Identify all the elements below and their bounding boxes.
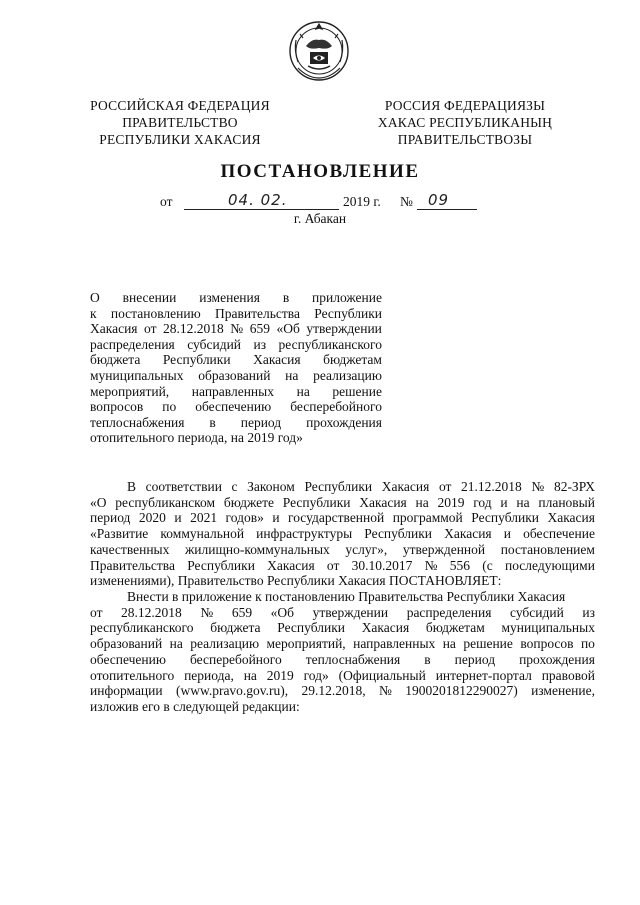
word: отопительного: [90, 667, 175, 683]
word: Правительства: [214, 305, 300, 321]
word: обеспечению: [195, 399, 272, 415]
word: №: [424, 557, 438, 573]
word: Хакасия: [267, 557, 315, 573]
word: период: [454, 651, 496, 667]
word: государственной: [288, 510, 385, 526]
word: №: [378, 683, 392, 699]
word: «Об: [270, 604, 294, 620]
word: 2020: [138, 510, 166, 526]
word: решение: [332, 383, 382, 399]
text-line: [90, 699, 595, 715]
number-handwritten: 09: [428, 191, 450, 209]
word: внесении: [122, 290, 177, 305]
word: Республики: [364, 526, 433, 542]
word: республиканского: [90, 620, 194, 636]
text-line: [90, 589, 595, 605]
header-left-line: ПРАВИТЕЛЬСТВО: [122, 115, 238, 130]
word: последующими: [504, 557, 595, 573]
paragraph-preamble: [90, 479, 595, 589]
word: от: [144, 321, 157, 337]
text-line: [90, 368, 382, 384]
word: мероприятий,: [90, 383, 170, 399]
word: республиканского: [278, 336, 382, 352]
text-line: [90, 415, 382, 431]
word: (с: [482, 557, 493, 573]
word: изменение,: [531, 683, 595, 699]
word: реализацию: [190, 636, 260, 652]
word: субсидий: [187, 336, 242, 352]
word: на: [296, 383, 310, 399]
text-line: [90, 352, 382, 368]
word: на: [442, 636, 456, 652]
text-line: [90, 479, 595, 495]
word: (Официальный: [338, 667, 426, 683]
text-line: [90, 321, 382, 337]
word: приложение: [312, 290, 382, 305]
word: 28.12.2018: [163, 321, 224, 337]
word: распределения: [406, 604, 492, 620]
word: образований: [90, 636, 163, 652]
number-underline: [417, 209, 477, 210]
word: Правительства: [90, 557, 175, 573]
word: «Развитие: [90, 526, 149, 542]
word: 1900201812290027): [405, 683, 518, 699]
word: на: [285, 367, 299, 383]
word: 29.12.2018,: [301, 683, 366, 699]
word: инфраструктуры: [256, 526, 353, 542]
word: мероприятий,: [266, 636, 346, 652]
word: и: [500, 494, 508, 510]
word: вопросов: [520, 636, 574, 652]
word: Хакасия: [361, 620, 410, 636]
word: О: [90, 290, 100, 305]
subject-block: [90, 290, 382, 446]
header-left-line: РОССИЙСКАЯ ФЕДЕРАЦИЯ: [90, 98, 270, 113]
header-right-line: ХАКАС РЕСПУБЛИКАНЫҢ: [377, 115, 553, 130]
word: 21.12.2018: [461, 479, 522, 494]
word: республиканском: [115, 494, 216, 510]
word: 556: [449, 557, 470, 573]
text-line: [90, 542, 595, 558]
word: бюджете: [223, 494, 275, 510]
word: от: [326, 557, 340, 573]
word: утверждении: [312, 604, 389, 620]
word: бесперебойного: [189, 651, 282, 667]
word: прохождения: [519, 651, 595, 667]
word: из: [582, 604, 595, 620]
word: бюджетам: [323, 352, 382, 368]
text-line: [90, 683, 595, 699]
word: к: [90, 305, 97, 321]
word: услуг»,: [345, 541, 388, 557]
word: Республики: [304, 479, 373, 494]
word: по: [162, 399, 177, 415]
word: Хакасия: [547, 510, 595, 526]
text-line: [90, 668, 595, 684]
text-line: [90, 399, 382, 415]
header-right-line: РОССИЯ ФЕДЕРАЦИЯЗЫ: [384, 98, 546, 113]
word: Республики: [277, 620, 345, 636]
word: на: [516, 494, 530, 510]
word: от: [438, 479, 452, 494]
word: в: [424, 651, 431, 667]
word: постановлению: [110, 305, 201, 321]
word: соответствии: [145, 479, 222, 494]
text-line: [90, 620, 595, 636]
word: теплоснабжения: [90, 414, 185, 430]
word: 30.10.2017: [351, 557, 413, 573]
word: бюджета: [210, 620, 261, 636]
word: Республики: [471, 510, 539, 526]
word: правовой: [541, 667, 595, 683]
word: на: [243, 667, 257, 683]
word: постановлением: [500, 541, 595, 557]
word: «О: [90, 494, 107, 510]
word: 2021: [190, 510, 218, 526]
text-line: [90, 573, 595, 589]
word: год»: [303, 667, 329, 683]
word: распределения: [90, 336, 175, 352]
text-line: [90, 384, 382, 400]
word: 2019: [437, 494, 465, 510]
paragraph-resolution: [90, 589, 595, 715]
date-underline: [184, 209, 339, 210]
word: Республики: [187, 557, 255, 573]
word: годов»: [225, 510, 264, 526]
word: жилищно-коммунальных: [184, 541, 330, 557]
word: периода,: [184, 667, 234, 683]
word: Хакасия: [90, 321, 138, 337]
word: 28.12.2018: [121, 604, 182, 620]
word: изменения: [199, 290, 260, 305]
word: муниципальных: [90, 367, 184, 383]
word: коммунальной: [160, 526, 245, 542]
text-line: [90, 430, 382, 446]
word: реализацию: [313, 367, 382, 383]
word: Внести в приложение к постановлению Правительства Республики Хакасия: [127, 589, 566, 604]
word: интернет-портал: [435, 667, 532, 683]
word: решение: [463, 636, 513, 652]
word: Хакасия: [253, 352, 301, 368]
word: направленных: [191, 383, 274, 399]
word: Хакасия: [381, 479, 430, 494]
header-right-line: ПРАВИТЕЛЬСТВОЗЫ: [397, 132, 533, 147]
word: 2019: [266, 667, 294, 683]
text-line: [90, 605, 595, 621]
word: от: [90, 604, 103, 620]
word: субсидий: [510, 604, 564, 620]
word: №: [200, 604, 214, 620]
word: утвержденной: [402, 541, 486, 557]
word: Республики: [162, 352, 231, 368]
word: качественных: [90, 541, 170, 557]
word: с: [231, 479, 238, 494]
header-left-block: [80, 97, 280, 148]
word: обеспечение: [523, 526, 595, 542]
word: по: [580, 636, 595, 652]
word: и: [174, 510, 182, 526]
word: вопросов: [90, 399, 144, 415]
word: и: [272, 510, 280, 526]
word: 82-ЗРХ: [553, 479, 595, 494]
text-line: [90, 510, 595, 526]
date-handwritten: 04. 02.: [228, 191, 288, 209]
word: бюджета: [90, 352, 141, 368]
word: на: [415, 494, 429, 510]
word: в: [282, 290, 290, 305]
word: утверждении: [306, 321, 382, 337]
word: направленных: [353, 636, 436, 652]
word: программой: [392, 510, 463, 526]
text-line: [90, 306, 382, 322]
text-line: [90, 495, 595, 511]
word: 659: [249, 321, 270, 337]
word: период: [90, 510, 131, 526]
date-from-label: от: [160, 194, 173, 209]
word: в: [209, 414, 216, 430]
text-line: [90, 290, 382, 306]
word: Республики: [314, 305, 382, 321]
word: Хакасия: [444, 526, 492, 542]
word: изменениями), Правительство Республики Хакасия ПОСТАНОВЛЯЕТ:: [90, 573, 502, 589]
word: Хакасия: [359, 494, 407, 510]
word: изложив его в следующей редакции:: [90, 698, 300, 714]
word: период: [240, 414, 282, 430]
city-label: г. Абакан: [293, 211, 347, 226]
word: №: [531, 479, 545, 494]
word: образований: [198, 367, 271, 383]
word: муниципальных: [501, 620, 595, 636]
document-title: ПОСТАНОВЛЕНИЕ: [220, 161, 420, 182]
header-right-block: [355, 97, 575, 148]
word: №: [230, 321, 244, 337]
word: теплоснабжения: [305, 651, 401, 667]
number-label: №: [400, 194, 413, 209]
text-line: [90, 337, 382, 353]
word: Республики: [282, 494, 351, 510]
text-line: [90, 636, 595, 652]
word: год: [473, 494, 492, 510]
word: В: [127, 479, 137, 494]
word: на: [169, 636, 183, 652]
word: бюджетам: [425, 620, 485, 636]
header-left-line: РЕСПУБЛИКИ ХАКАСИЯ: [99, 132, 261, 147]
word: 659: [231, 604, 253, 620]
word: информации: [90, 683, 163, 699]
word: Законом: [247, 479, 295, 494]
text-line: [90, 526, 595, 542]
word: бесперебойного: [290, 399, 382, 415]
text-line: [90, 652, 595, 668]
word: обеспечению: [90, 651, 166, 667]
coat-of-arms-emblem: [288, 20, 350, 82]
word: плановый: [538, 494, 595, 510]
word: «Об: [276, 321, 300, 337]
word: и: [503, 526, 511, 542]
text-line: [90, 558, 595, 574]
word: прохождения: [306, 414, 382, 430]
date-year: 2019 г.: [343, 194, 381, 209]
word: отопительного периода, на 2019 год»: [90, 430, 303, 446]
word: из: [253, 336, 267, 352]
word: (www.pravo.gov.ru),: [175, 683, 289, 699]
